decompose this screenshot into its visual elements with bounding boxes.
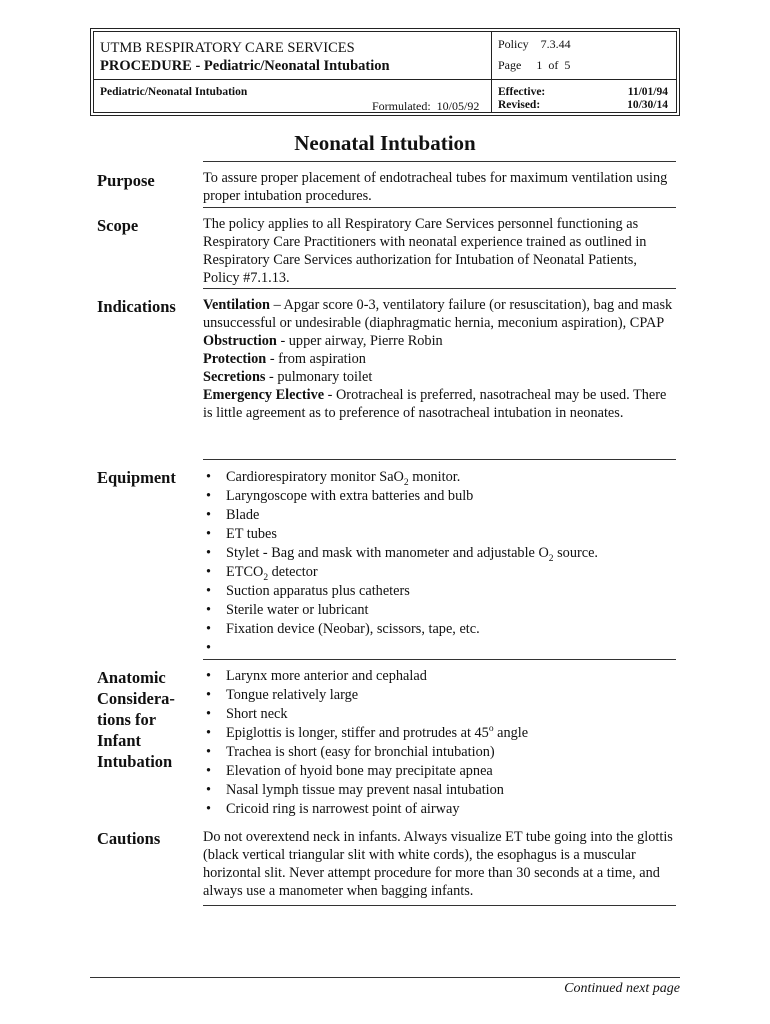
section-body [203, 161, 676, 205]
list-item: • Laryngoscope with extra batteries and bulb [203, 487, 676, 506]
indication-protection: Protection - from aspiration [203, 351, 366, 367]
list-item: • Trachea is short (easy for bronchial intubation) [203, 743, 676, 762]
cautions-text: Do not overextend neck in infants. Always visualize ET tube going into the glottis (black vertical triangular slit with white cords), the esophagus is a muscular horizontal slit. Never attempt procedure for more than 30 seconds at a time, and always use a manometer when bagging infants. [203, 829, 673, 899]
header-subtitle: Pediatric/Neonatal Intubation [100, 86, 248, 98]
section-label: Scope [97, 216, 139, 235]
anatomic-list [203, 667, 676, 819]
header-divider [491, 32, 492, 112]
list-item: • Fixation device (Neobar), scissors, tape, etc. [203, 620, 676, 639]
list-item-empty [203, 639, 676, 658]
list-item: • Stylet - Bag and mask with manometer and adjustable $O_2$ source. [203, 544, 676, 563]
org-name: UTMB RESPIRATORY CARE SERVICES [100, 40, 355, 56]
policy-number: Policy 7.3.44 [498, 37, 571, 51]
list-item: • Larynx more anterior and cephalad [203, 667, 676, 686]
section-label: Anatomic Considera- tions for Infant Intubation [97, 668, 175, 771]
effective-date: 11/01/94 [627, 86, 668, 98]
section-label: Equipment [97, 468, 176, 487]
list-item: • Elevation of hyoid bone may precipitate apnea [203, 762, 676, 781]
footer-rule [90, 977, 680, 978]
list-item: • Short neck [203, 705, 676, 724]
equipment-list [203, 468, 676, 658]
list-item: • Tongue relatively large [203, 686, 676, 705]
list-item: • Suction apparatus plus catheters [203, 582, 676, 601]
section-body [203, 659, 676, 819]
list-item: • $ETCO_2$ detector [203, 563, 676, 582]
indication-emergency: Emergency Elective - Orotracheal is preferred, nasotracheal may be used. There is little agreement as to preference of nasotracheal intubation in neonates. [203, 387, 667, 421]
purpose-text: To assure proper placement of endotracheal tubes for maximum ventilation using proper intubation procedures. [203, 170, 668, 204]
section-label: Indications [97, 297, 176, 316]
list-item: • Blade [203, 506, 676, 525]
section-label: Purpose [97, 171, 155, 190]
list-item: • Cricoid ring is narrowest point of airway [203, 800, 676, 819]
indication-obstruction: Obstruction - upper airway, Pierre Robin [203, 333, 443, 349]
page-title: Neonatal Intubation [294, 131, 476, 155]
formulated-date: Formulated: 10/05/92 [372, 99, 480, 113]
list-item: • Cardiorespiratory monitor SaO$_2$ monitor. [203, 468, 676, 487]
page-indicator: Page 1 of 5 [498, 58, 571, 72]
section-label: Cautions [97, 829, 161, 848]
section-body [203, 459, 676, 658]
list-item: • ET tubes [203, 525, 676, 544]
section-body [203, 207, 676, 287]
procedure-title: PROCEDURE - Pediatric/Neonatal Intubation [100, 58, 390, 74]
section-body [203, 288, 676, 422]
continued-note: Continued next page [564, 981, 680, 996]
scope-text: The policy applies to all Respiratory Care Services personnel functioning as Respiratory Care Practitioners with neonatal experience trained as outlined in Respiratory Care Services authorization for Intubation of Neonatal Patients, Policy #7.1.13. [203, 216, 647, 286]
indication-ventilation: Ventilation – Apgar score 0-3, ventilatory failure (or resuscitation), bag and mask unsuccessful or undesirable (diaphragmatic hernia, meconium aspiration), CPAP [203, 297, 673, 331]
list-item: • Epiglottis is longer, stiffer and protrudes at 45$^o$ angle [203, 724, 676, 743]
effective-label: Effective: [498, 86, 546, 98]
policy-header [90, 28, 680, 116]
revised-label: Revised: [498, 99, 541, 111]
section-body [203, 821, 676, 906]
list-item: • Nasal lymph tissue may prevent nasal intubation [203, 781, 676, 800]
revised-date: 10/30/14 [627, 99, 668, 111]
list-item: • Sterile water or lubricant [203, 601, 676, 620]
indication-secretions: Secretions - pulmonary toilet [203, 369, 373, 385]
